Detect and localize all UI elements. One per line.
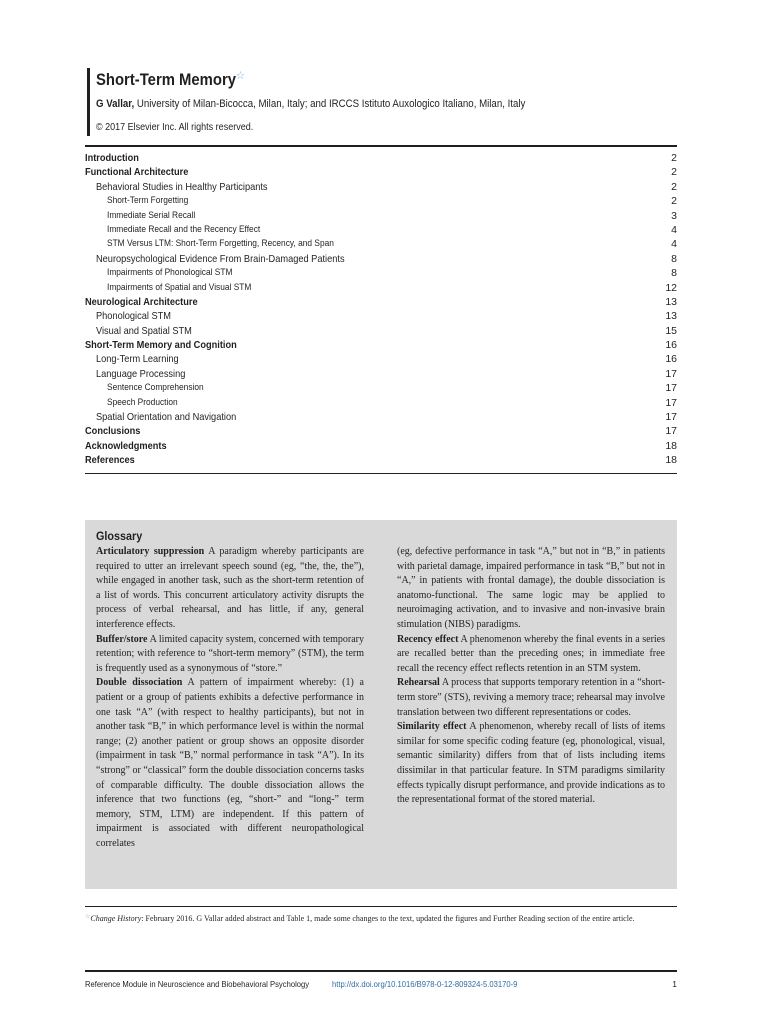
toc-entry[interactable]: [85, 209, 677, 223]
author-affiliation: University of Milan-Bicocca, Milan, Italy; and IRCCS Istituto Auxologico Italiano, Milan, Italy: [134, 98, 526, 110]
toc-entry-label: Immediate Recall and the Recency Effect: [107, 223, 261, 235]
toc-entry-label: Introduction: [85, 152, 139, 164]
toc-entry-label: Spatial Orientation and Navigation: [96, 411, 237, 424]
toc-entry-page: 18: [665, 439, 677, 452]
toc-entry-page: 17: [665, 396, 677, 409]
glossary-definition: A paradigm whereby participants are required to utter an irrelevant speech sound (eg, “the, the, the”), while engaged in another task, such as the short-term retention of a list of words. This concurrent articulatory activity disrupts the process of verbal rehearsal, and has little, if any, general interference effects.: [96, 546, 364, 630]
glossary-definition: (eg, defective performance in task “A,” but not in “B,” in patients with parietal damage, impaired performance in task “B,” but not in “A,” in patients with frontal damage), the double dissociation is anatomo-functional. The same logic may be applied to neuroimaging activation, and to invasive and non-invasive brain stimulation (NIBS) paradigms.: [397, 546, 665, 630]
toc-entry[interactable]: [85, 352, 677, 366]
toc-entry[interactable]: [85, 309, 677, 323]
toc-entry-page: 4: [671, 223, 677, 236]
author-line: [96, 98, 525, 110]
glossary-term: Recency effect: [397, 633, 459, 645]
glossary-column-left: [96, 545, 364, 851]
toc-entry[interactable]: [85, 165, 677, 179]
footer-rule: [85, 970, 677, 972]
toc-entry[interactable]: [85, 180, 677, 194]
toc-entry[interactable]: [85, 194, 677, 208]
toc-entry-label: Functional Architecture: [85, 166, 189, 179]
toc-entry-label: Neurological Architecture: [85, 295, 198, 308]
footnote-text: : February 2016. G Vallar added abstract and Table 1, made some changes to the text, updated the figures and Further Reading section of the entire article.: [141, 914, 635, 923]
star-icon[interactable]: ☆: [236, 70, 245, 82]
toc-entry-page: 8: [671, 252, 677, 265]
toc-entry-label: Language Processing: [96, 367, 186, 380]
toc-entry[interactable]: [85, 252, 677, 266]
toc-entry[interactable]: [85, 439, 677, 453]
toc-entry[interactable]: [85, 453, 677, 467]
toc-entry-page: 4: [671, 238, 677, 251]
toc-entry-page: 8: [671, 267, 677, 280]
copyright-line: © 2017 Elsevier Inc. All rights reserved.: [96, 122, 254, 133]
glossary-term: Articulatory suppression: [96, 546, 205, 557]
footnote-label: Change History: [90, 914, 142, 923]
toc-entry[interactable]: [85, 410, 677, 424]
glossary-heading: Glossary: [96, 529, 143, 543]
glossary-entry: [397, 545, 665, 633]
toc-bottom-rule: [85, 473, 677, 474]
glossary-definition: A phenomenon whereby the final events in a series are recalled better than the preceding ones; in immediate free recall the recency effect reflects retention in an STM system.: [397, 633, 666, 674]
toc-entry-page: 3: [671, 209, 677, 222]
glossary-term: Buffer/store: [96, 633, 148, 645]
toc-entry-page: 17: [665, 382, 677, 395]
author-name: G Vallar,: [96, 98, 135, 110]
article-header: [87, 68, 686, 136]
toc-entry-label: Immediate Serial Recall: [107, 209, 196, 221]
glossary-term: Similarity effect: [397, 721, 467, 733]
toc-entry[interactable]: [85, 151, 677, 165]
toc-entry[interactable]: [85, 281, 677, 295]
glossary-box: [85, 520, 677, 889]
star-icon: ☆: [85, 914, 91, 920]
toc-entry[interactable]: [85, 237, 677, 251]
glossary-definition: A pattern of impairment whereby: (1) a patient or a group of patients exhibits a defective performance in one task “A” (with respect to healthy participants), but not in another task “B,” in which performance level is within the normal range; (2) another patient or group shows an opposite disorder (impairment in task “B,” normal performance in task “A”). In its “strong” or “classical” form the double dissociation concerns tasks of comparable difficulty. The double dissociation allows the inference that two functions (eg, “short-” and “long-” term memory, STM, LTM) are independent. If this pattern of impairment is associated with different neuropathological correlates: [96, 677, 364, 849]
toc-entry-page: 2: [671, 166, 677, 179]
toc-entry-page: 16: [665, 339, 677, 352]
glossary-entry: [96, 676, 364, 851]
glossary-entry: [397, 676, 665, 720]
page-number: 1: [672, 979, 677, 989]
glossary-column-right: [397, 545, 665, 808]
doi-link[interactable]: http://dx.doi.org/10.1016/B978-0-12-809324-5.03170-9: [332, 979, 518, 989]
toc-entry-label: Impairments of Spatial and Visual STM: [107, 281, 252, 293]
toc-entry-page: 2: [671, 195, 677, 208]
toc-entry[interactable]: [85, 338, 677, 352]
glossary-entry: [96, 633, 364, 677]
toc-entry-label: Phonological STM: [96, 310, 171, 323]
toc-entry-page: 16: [665, 353, 677, 366]
glossary-definition: A limited capacity system, concerned with temporary retention; with reference to “short-term memory” (STM), the term is frequently used as a synonymous of “store.”: [96, 633, 364, 674]
glossary-entry: [397, 633, 665, 677]
footnote-rule: [85, 906, 677, 907]
glossary-term: Rehearsal: [397, 677, 440, 689]
toc-entry-page: 2: [671, 180, 677, 193]
toc-entry-label: Visual and Spatial STM: [96, 324, 192, 337]
change-history-footnote: [85, 912, 677, 924]
toc-entry[interactable]: [85, 295, 677, 309]
toc-entry-label: Neuropsychological Evidence From Brain-Damaged Patients: [96, 252, 345, 265]
toc-entry-page: 17: [665, 425, 677, 438]
toc-entry-label: STM Versus LTM: Short-Term Forgetting, Recency, and Span: [107, 238, 334, 250]
glossary-definition: A process that supports temporary retention in a “short-term store” (STS), reviving a memory trace; rehearsal may involve translation between two different representations or codes.: [397, 677, 665, 718]
toc-entry[interactable]: [85, 266, 677, 280]
toc-entry-label: Short-Term Memory and Cognition: [85, 339, 237, 352]
toc-entry-page: 18: [665, 454, 677, 467]
article-title: [96, 69, 245, 90]
toc-entry-label: Short-Term Forgetting: [107, 195, 189, 207]
journal-name: Reference Module in Neuroscience and Biobehavioral Psychology: [85, 979, 310, 989]
toc-entry-page: 12: [665, 281, 677, 294]
glossary-entry: [96, 545, 364, 633]
glossary-entry: [397, 720, 665, 808]
toc-entry-label: Impairments of Phonological STM: [107, 267, 233, 279]
toc-entry-label: Behavioral Studies in Healthy Participants: [96, 180, 268, 193]
toc-entry-page: 17: [665, 367, 677, 380]
toc-entry[interactable]: [85, 424, 677, 438]
toc-entry[interactable]: [85, 367, 677, 381]
glossary-term: Double dissociation: [96, 677, 183, 689]
toc-entry-label: Conclusions: [85, 425, 141, 438]
toc-entry-label: References: [85, 454, 135, 467]
toc-entry-page: 13: [665, 310, 677, 323]
toc-top-rule: [85, 145, 677, 147]
glossary-definition: A phenomenon, whereby recall of lists of items similar for some specific coding feature (eg, phonological, visual, semantic similarity) differs from that of lists including items dissimilar in that particular feature. In STM paradigms similarity effects typically disrupt performance, and provide indications as to the representational format of the stored material.: [397, 721, 665, 806]
toc-entry-page: 13: [665, 295, 677, 308]
toc-entry[interactable]: [85, 396, 677, 410]
toc-entry-page: 2: [671, 152, 677, 164]
toc-entry[interactable]: [85, 381, 677, 395]
toc-entry-label: Speech Production: [107, 396, 178, 408]
toc-entry-label: Acknowledgments: [85, 439, 167, 452]
toc-entry-page: 15: [665, 324, 677, 337]
title-text: Short-Term Memory: [96, 71, 237, 89]
toc-entry[interactable]: [85, 324, 677, 338]
toc-entry[interactable]: [85, 223, 677, 237]
table-of-contents: [85, 151, 677, 468]
toc-entry-label: Sentence Comprehension: [107, 382, 204, 394]
toc-entry-page: 17: [665, 411, 677, 424]
toc-entry-label: Long-Term Learning: [96, 353, 179, 366]
